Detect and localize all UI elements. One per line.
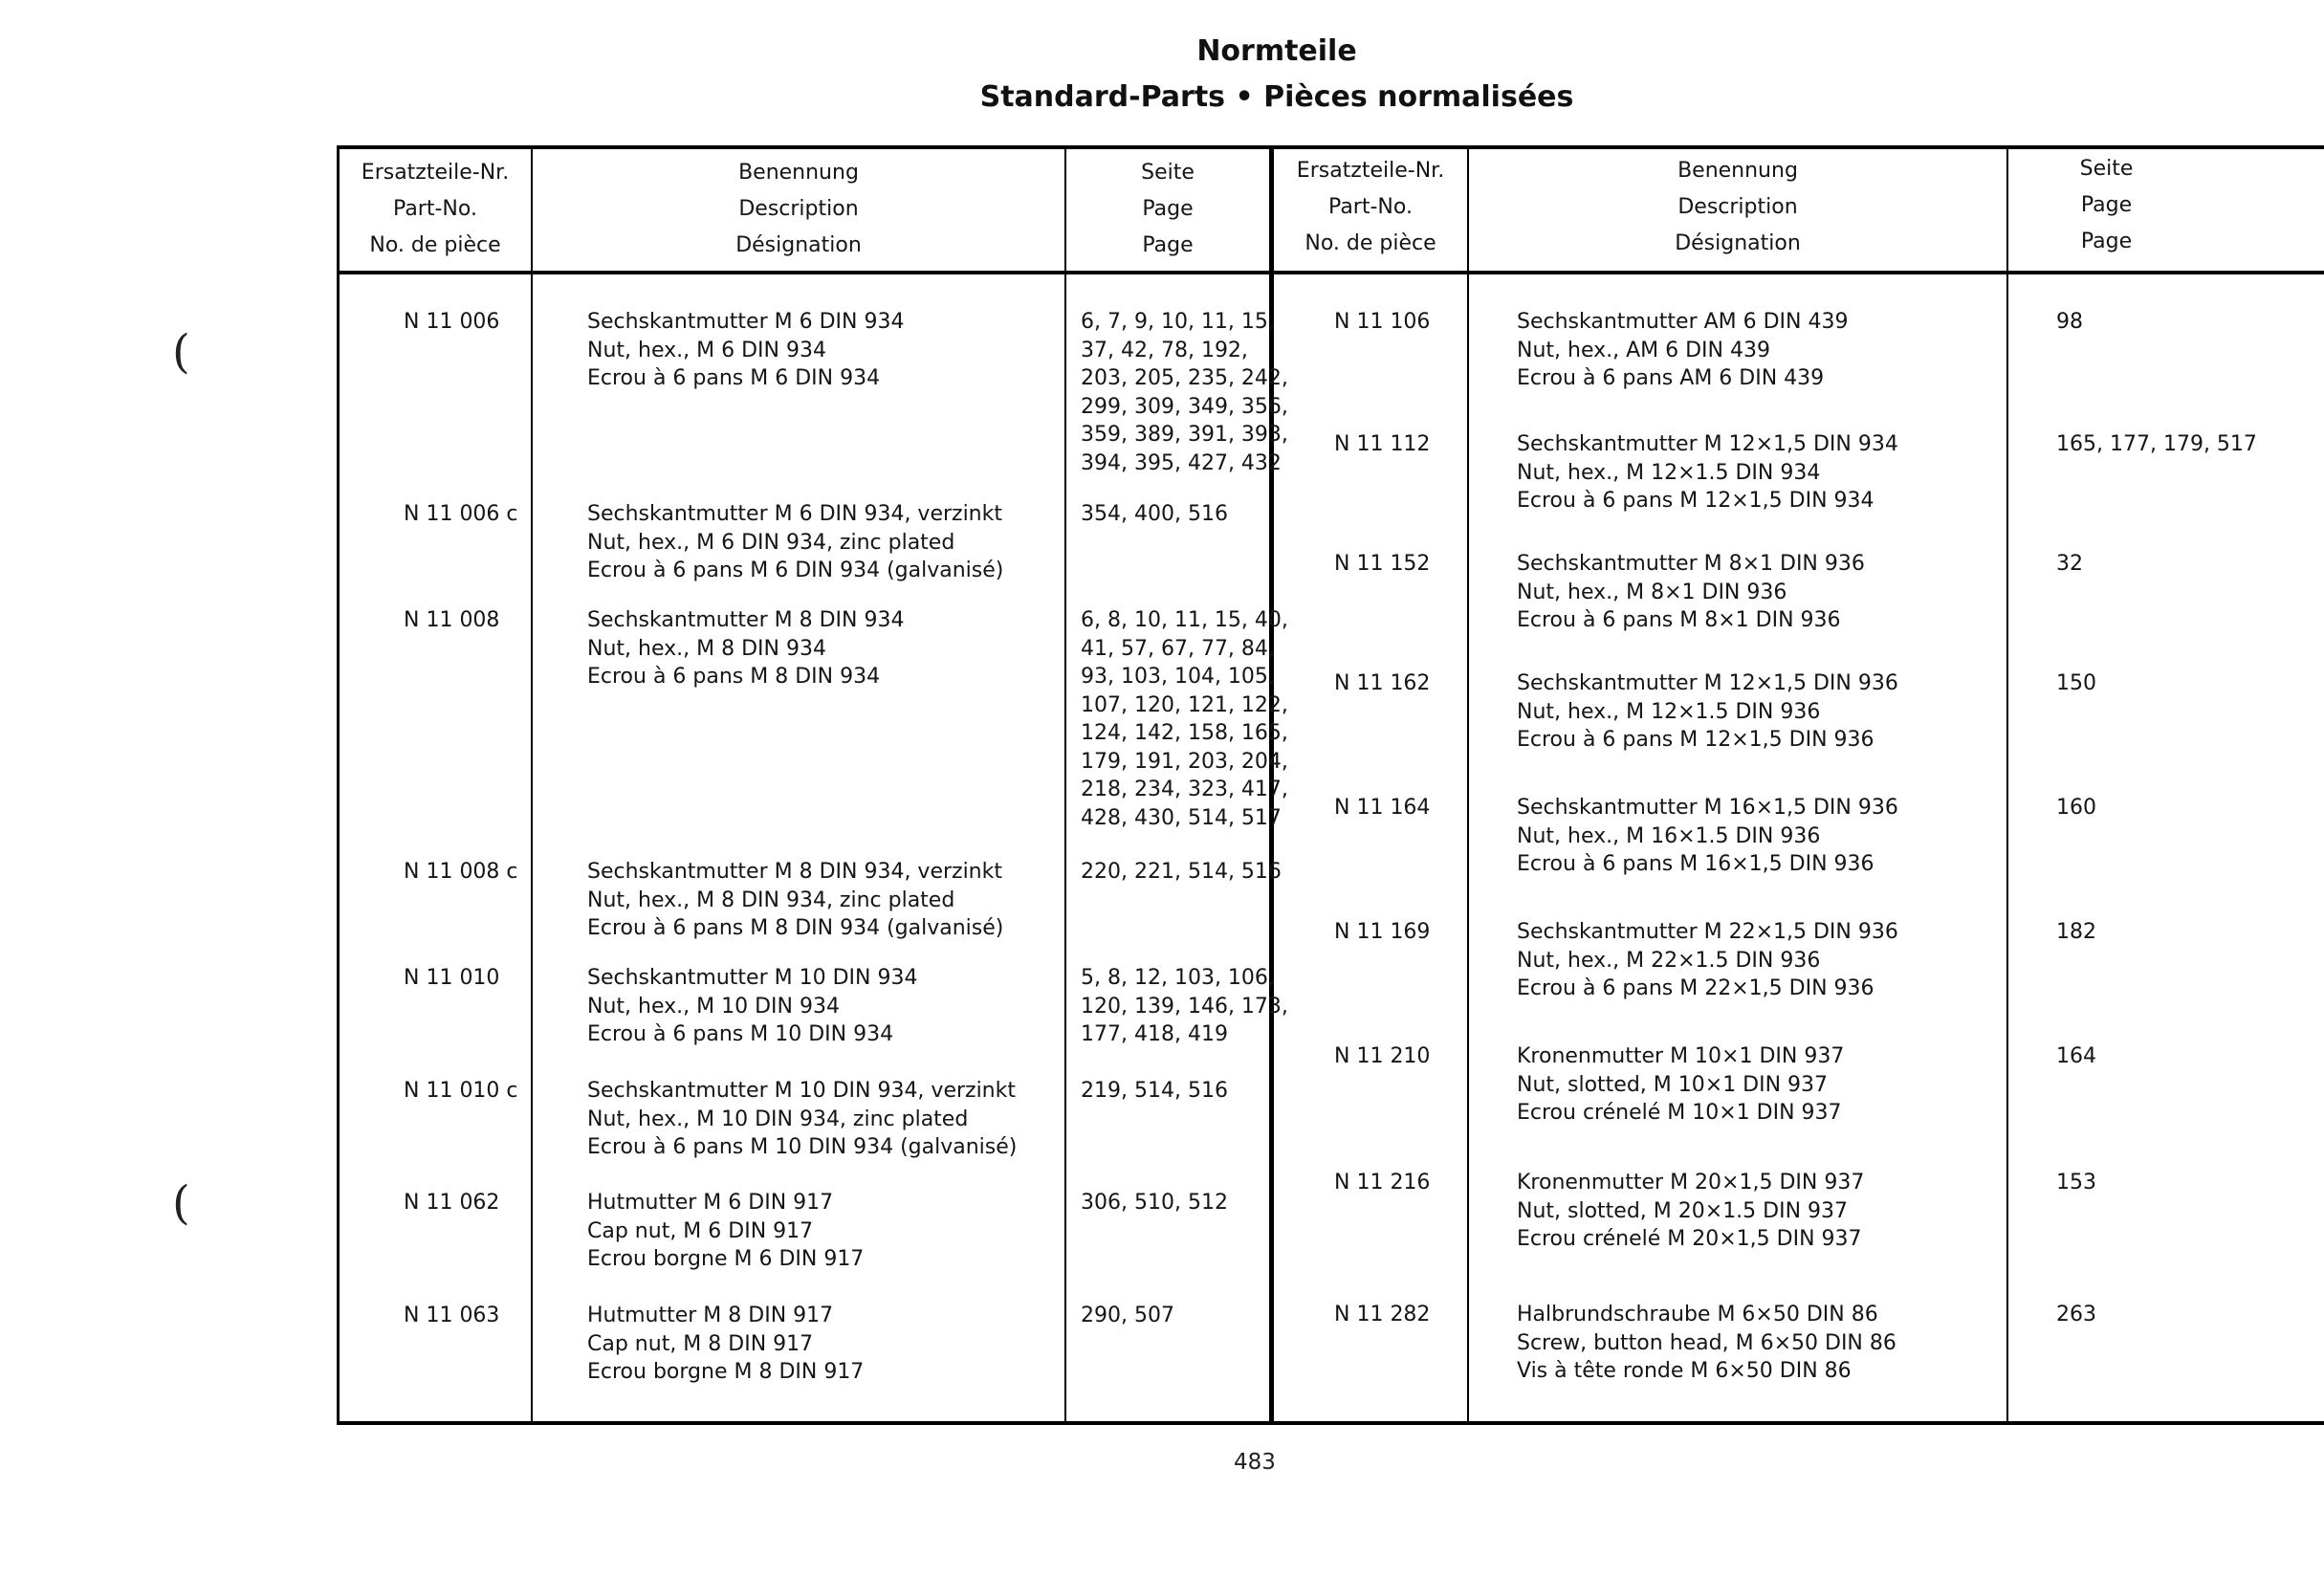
description-line: Sechskantmutter M 6 DIN 934 xyxy=(587,310,905,334)
description-line: Sechskantmutter M 12×1,5 DIN 936 xyxy=(1517,671,1898,695)
description-line: Ecrou à 6 pans AM 6 DIN 439 xyxy=(1517,366,1825,390)
page-reference-line: 165, 177, 179, 517 xyxy=(2056,432,2257,456)
page-reference-line: 93, 103, 104, 105, xyxy=(1081,665,1275,689)
page-reference-line: 150 xyxy=(2056,671,2096,695)
page-reference-line: 107, 120, 121, 122, xyxy=(1081,692,1288,717)
page-reference-line: 290, 507 xyxy=(1081,1304,1174,1327)
column-divider xyxy=(1467,145,1469,1425)
description-line: Ecrou à 6 pans M 12×1,5 DIN 936 xyxy=(1517,728,1875,752)
header-part-no: Ersatzteile-Nr. Part-No. No. de pièce xyxy=(1296,159,1445,255)
part-number: N 11 010 c xyxy=(404,1079,518,1103)
part-description xyxy=(1517,308,1849,393)
description-line: Sechskantmutter M 8×1 DIN 936 xyxy=(1517,552,1865,576)
part-description xyxy=(1517,430,1898,515)
description-line: Hutmutter M 6 DIN 917 xyxy=(587,1191,834,1215)
part-description xyxy=(1517,550,1865,635)
page-references xyxy=(2056,1042,2096,1071)
header-part-no: Ersatzteile-Nr. Part-No. No. de pièce xyxy=(361,161,510,257)
page-reference-line: 218, 234, 323, 417, xyxy=(1081,778,1288,801)
description-line: Cap nut, M 8 DIN 917 xyxy=(587,1331,814,1356)
description-line: Ecrou à 6 pans M 6 DIN 934 xyxy=(587,366,881,390)
page-references xyxy=(1081,1302,1174,1330)
page-reference-line: 37, 42, 78, 192, xyxy=(1081,338,1248,362)
description-line: Ecrou borgne M 8 DIN 917 xyxy=(587,1360,865,1384)
page-references xyxy=(1081,500,1228,529)
part-description xyxy=(587,1077,1017,1162)
description-line: Sechskantmutter M 8 DIN 934, verzinkt xyxy=(587,860,1002,884)
page-reference-line: 220, 221, 514, 516 xyxy=(1081,860,1282,884)
description-line: Ecrou borgne M 6 DIN 917 xyxy=(587,1247,865,1271)
part-number: N 11 282 xyxy=(1334,1303,1431,1326)
part-description xyxy=(587,964,917,1049)
part-number: N 11 152 xyxy=(1334,552,1431,576)
part-description xyxy=(1517,1042,1844,1128)
description-line: Sechskantmutter M 8 DIN 934 xyxy=(587,608,905,632)
description-line: Ecrou à 6 pans M 12×1,5 DIN 934 xyxy=(1517,489,1875,513)
column-divider xyxy=(1064,145,1066,1425)
description-line: Halbrundschraube M 6×50 DIN 86 xyxy=(1517,1303,1878,1326)
page-reference-line: 219, 514, 516 xyxy=(1081,1079,1228,1103)
table-left-border xyxy=(337,145,340,1425)
description-line: Nut, hex., M 8×1 DIN 936 xyxy=(1517,580,1787,604)
part-description xyxy=(1517,1169,1864,1254)
table-bottom-border xyxy=(337,1421,2324,1425)
page-reference-line: 164 xyxy=(2056,1044,2096,1068)
page-references xyxy=(1081,858,1282,887)
page-number: 483 xyxy=(1234,1450,1276,1475)
page-references xyxy=(2056,794,2096,822)
page-reference-line: 177, 418, 419 xyxy=(1081,1022,1228,1046)
description-line: Nut, hex., AM 6 DIN 439 xyxy=(1517,338,1770,362)
page-reference-line: 32 xyxy=(2056,552,2083,576)
page-reference-line: 6, 8, 10, 11, 15, 40, xyxy=(1081,608,1288,632)
description-line: Nut, hex., M 10 DIN 934 xyxy=(587,994,840,1019)
page-references xyxy=(2056,669,2096,698)
part-description xyxy=(587,606,904,691)
description-line: Ecrou à 6 pans M 10 DIN 934 (galvanisé) xyxy=(587,1135,1018,1159)
page-reference-line: 359, 389, 391, 393, xyxy=(1081,423,1288,447)
description-line: Nut, hex., M 16×1.5 DIN 936 xyxy=(1517,823,1821,848)
description-line: Nut, hex., M 8 DIN 934, zinc plated xyxy=(587,888,955,912)
description-line: Sechskantmutter AM 6 DIN 439 xyxy=(1517,310,1849,334)
description-line: Ecrou crénelé M 20×1,5 DIN 937 xyxy=(1517,1227,1862,1251)
part-number: N 11 169 xyxy=(1334,920,1431,944)
page-reference-line: 263 xyxy=(2056,1303,2096,1326)
description-line: Cap nut, M 6 DIN 917 xyxy=(587,1218,814,1243)
description-line: Ecrou à 6 pans M 6 DIN 934 (galvanisé) xyxy=(587,559,1004,582)
page-references xyxy=(1081,308,1288,477)
description-line: Nut, hex., M 8 DIN 934 xyxy=(587,636,826,661)
part-number: N 11 162 xyxy=(1334,671,1431,695)
page-reference-line: 203, 205, 235, 242, xyxy=(1081,366,1288,390)
column-divider xyxy=(531,145,533,1425)
table-top-border xyxy=(337,145,2324,149)
page-reference-line: 394, 395, 427, 432 xyxy=(1081,450,1282,475)
page-references xyxy=(2056,1169,2096,1197)
part-description xyxy=(1517,794,1898,879)
part-number: N 11 216 xyxy=(1334,1171,1431,1194)
description-line: Nut, hex., M 6 DIN 934, zinc plated xyxy=(587,530,955,555)
description-line: Ecrou à 6 pans M 10 DIN 934 xyxy=(587,1022,894,1046)
part-number: N 11 006 c xyxy=(404,502,518,526)
description-line: Nut, hex., M 6 DIN 934 xyxy=(587,338,826,362)
page-reference-line: 5, 8, 12, 103, 106, xyxy=(1081,966,1275,990)
description-line: Nut, slotted, M 10×1 DIN 937 xyxy=(1517,1072,1829,1097)
margin-mark: ( xyxy=(172,1176,190,1230)
header-description: Benennung Description Désignation xyxy=(1675,159,1801,255)
part-number: N 11 112 xyxy=(1334,432,1431,456)
part-number: N 11 008 xyxy=(404,608,500,632)
part-description xyxy=(587,500,1003,585)
description-line: Sechskantmutter M 16×1,5 DIN 936 xyxy=(1517,796,1898,820)
part-description xyxy=(1517,918,1898,1003)
description-line: Ecrou crénelé M 10×1 DIN 937 xyxy=(1517,1101,1842,1125)
page-reference-line: 354, 400, 516 xyxy=(1081,502,1228,526)
page-references xyxy=(1081,606,1288,832)
part-description xyxy=(587,1302,864,1387)
description-line: Ecrou à 6 pans M 16×1,5 DIN 936 xyxy=(1517,852,1875,876)
description-line: Nut, hex., M 10 DIN 934, zinc plated xyxy=(587,1107,969,1131)
description-line: Ecrou à 6 pans M 8 DIN 934 xyxy=(587,665,881,689)
description-line: Nut, hex., M 12×1.5 DIN 936 xyxy=(1517,699,1821,724)
part-number: N 11 106 xyxy=(1334,310,1431,334)
page-references xyxy=(2056,550,2083,579)
header-bottom-border xyxy=(337,271,2324,274)
part-description xyxy=(1517,1301,1896,1386)
description-line: Screw, button head, M 6×50 DIN 86 xyxy=(1517,1330,1896,1355)
page-subtitle: Standard-Parts • Pièces normalisées xyxy=(979,80,1574,114)
description-line: Nut, hex., M 12×1.5 DIN 934 xyxy=(1517,460,1821,485)
page-reference-line: 306, 510, 512 xyxy=(1081,1191,1228,1215)
margin-mark: ( xyxy=(172,325,190,379)
description-line: Ecrou à 6 pans M 22×1,5 DIN 936 xyxy=(1517,976,1875,1000)
header-page: Seite Page Page xyxy=(1141,161,1195,257)
page-reference-line: 428, 430, 514, 517 xyxy=(1081,805,1282,830)
description-line: Nut, slotted, M 20×1.5 DIN 937 xyxy=(1517,1198,1849,1223)
column-divider xyxy=(2006,145,2008,1425)
header-page: Seite Page Page xyxy=(2079,157,2134,253)
part-number: N 11 062 xyxy=(404,1191,500,1215)
description-line: Vis à tête ronde M 6×50 DIN 86 xyxy=(1517,1359,1852,1383)
description-line: Sechskantmutter M 6 DIN 934, verzinkt xyxy=(587,502,1002,526)
description-line: Sechskantmutter M 12×1,5 DIN 934 xyxy=(1517,432,1898,456)
part-description xyxy=(1517,669,1898,755)
part-number: N 11 006 xyxy=(404,310,500,334)
page-title: Normteile xyxy=(1196,34,1357,68)
description-line: Hutmutter M 8 DIN 917 xyxy=(587,1304,834,1327)
page-references xyxy=(2056,1301,2096,1329)
page-references xyxy=(2056,430,2257,459)
page-references xyxy=(2056,918,2096,947)
description-line: Ecrou à 6 pans M 8 DIN 934 (galvanisé) xyxy=(587,916,1004,940)
page-reference-line: 98 xyxy=(2056,310,2083,334)
description-line: Nut, hex., M 22×1.5 DIN 936 xyxy=(1517,948,1821,973)
part-number: N 11 210 xyxy=(1334,1044,1431,1068)
page-references xyxy=(2056,308,2083,337)
part-description xyxy=(587,858,1003,943)
page-references xyxy=(1081,1189,1228,1217)
part-number: N 11 008 c xyxy=(404,860,518,884)
description-line: Kronenmutter M 10×1 DIN 937 xyxy=(1517,1044,1845,1068)
description-line: Sechskantmutter M 10 DIN 934, verzinkt xyxy=(587,1079,1016,1103)
part-number: N 11 164 xyxy=(1334,796,1431,820)
page-reference-line: 299, 309, 349, 356, xyxy=(1081,394,1288,419)
part-number: N 11 063 xyxy=(404,1304,500,1327)
page-reference-line: 179, 191, 203, 204, xyxy=(1081,749,1288,774)
page-reference-line: 153 xyxy=(2056,1171,2096,1194)
page-reference-line: 124, 142, 158, 165, xyxy=(1081,721,1288,745)
part-description xyxy=(587,308,904,393)
part-number: N 11 010 xyxy=(404,966,500,990)
page-reference-line: 41, 57, 67, 77, 84, xyxy=(1081,636,1275,661)
page-references xyxy=(1081,964,1288,1049)
page-reference-line: 6, 7, 9, 10, 11, 15, xyxy=(1081,310,1275,334)
page-reference-line: 120, 139, 146, 173, xyxy=(1081,994,1288,1019)
description-line: Ecrou à 6 pans M 8×1 DIN 936 xyxy=(1517,608,1841,632)
page-reference-line: 160 xyxy=(2056,796,2096,820)
page-references xyxy=(1081,1077,1228,1106)
description-line: Kronenmutter M 20×1,5 DIN 937 xyxy=(1517,1171,1865,1194)
part-description xyxy=(587,1189,864,1274)
page-reference-line: 182 xyxy=(2056,920,2096,944)
header-description: Benennung Description Désignation xyxy=(735,161,862,257)
description-line: Sechskantmutter M 10 DIN 934 xyxy=(587,966,918,990)
description-line: Sechskantmutter M 22×1,5 DIN 936 xyxy=(1517,920,1898,944)
